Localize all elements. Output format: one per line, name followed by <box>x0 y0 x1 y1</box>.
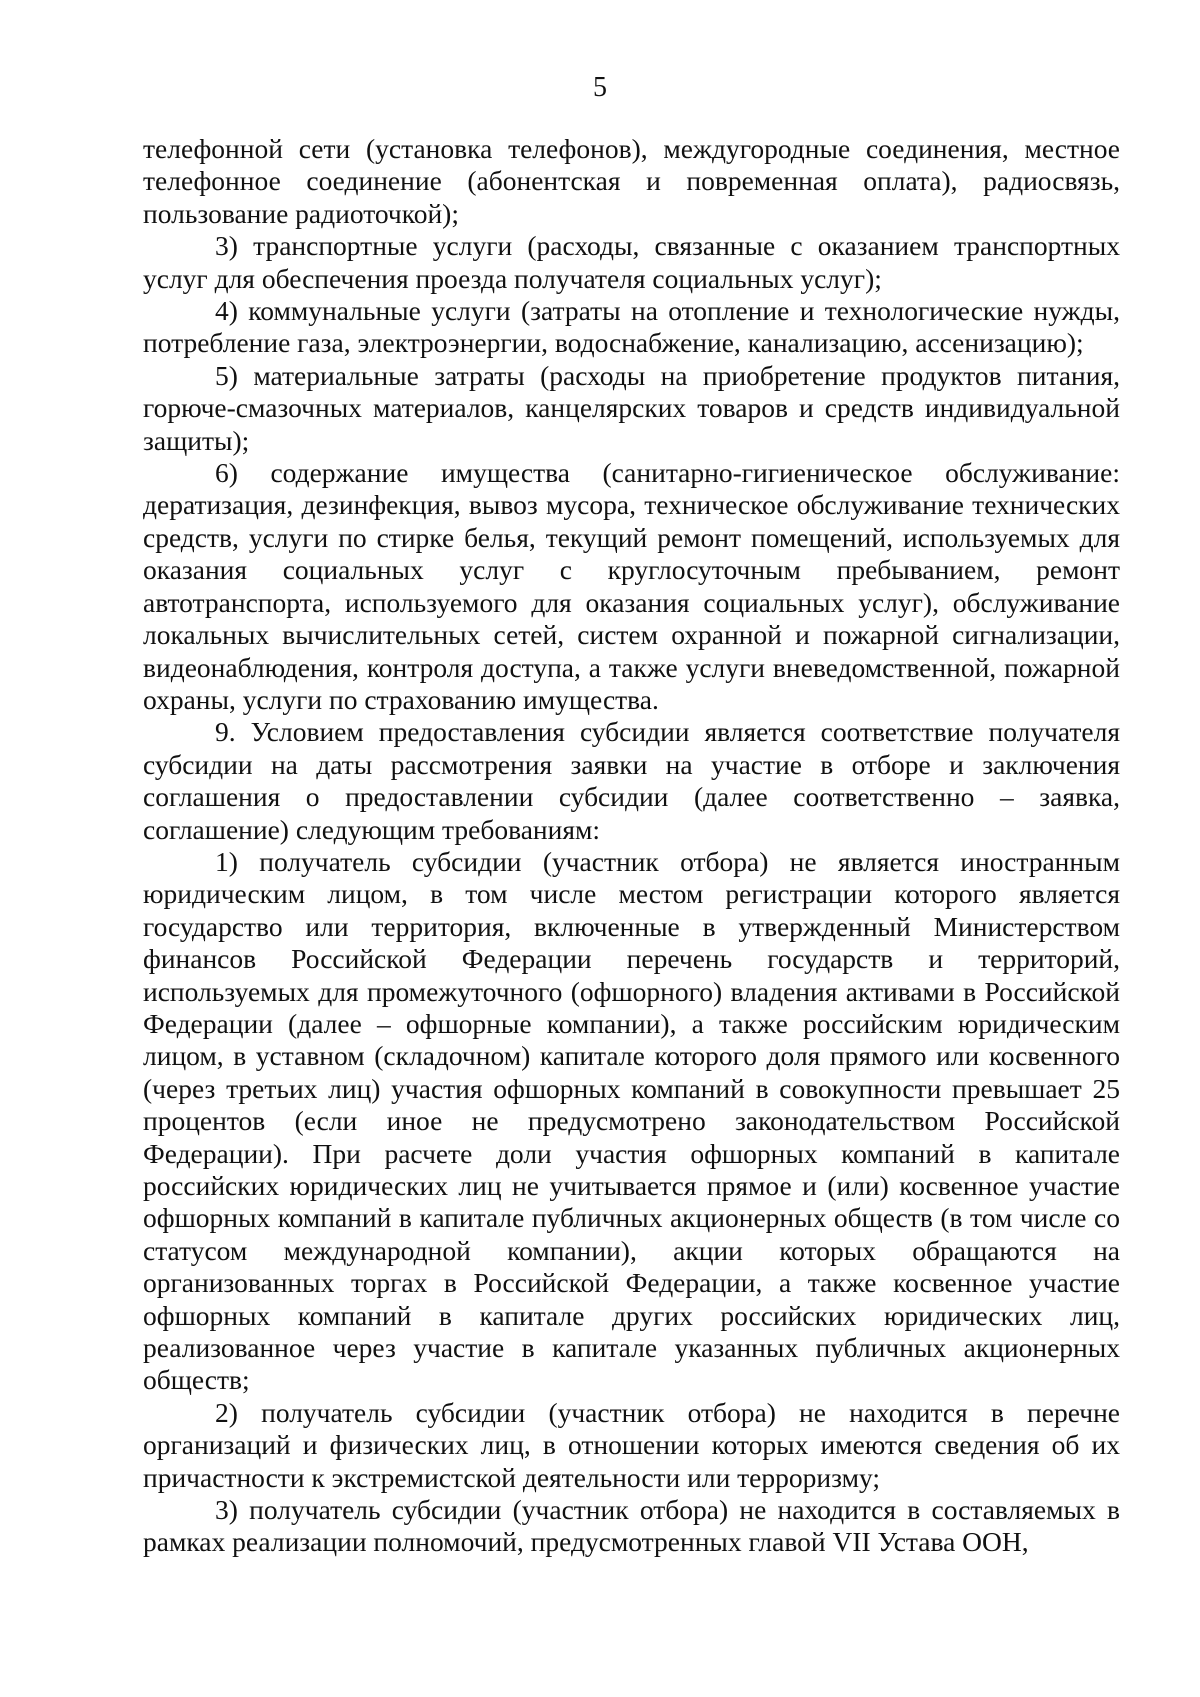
paragraph-property-maintenance: 6) содержание имущества (санитарно-гигиеническое обслуживание: дератизация, дезинфекция, вывоз мусора, техническое обслуживание технических средств, услуги по стирке белья, текущий ремонт помещений, используемых для оказания социальных услуг с круглосуточным пребыванием, ремонт автотранспорта, используемого для оказания социальных услуг), обслуживание локальных вычислительных сетей, систем охранной и пожарной сигнализации, видеонаблюдения, контроля доступа, а также услуги вневедомственной, пожарной охраны, услуги по страхованию имущества. <box>143 457 1120 715</box>
paragraph-utility-services: 4) коммунальные услуги (затраты на отопление и технологические нужды, потребление газа, электроэнергии, водоснабжение, канализацию, ассенизацию); <box>143 295 1120 359</box>
document-body <box>143 133 1120 1559</box>
paragraph-requirement-3: 3) получатель субсидии (участник отбора) не находится в составляемых в рамках реализации полномочий, предусмотренных главой VII Устава ООН, <box>143 1494 1120 1558</box>
page-number: 5 <box>593 72 607 103</box>
paragraph-communication-services: телефонной сети (установка телефонов), междугородные соединения, местное телефонное соединение (абонентская и повременная оплата), радиосвязь, пользование радиоточкой); <box>143 133 1120 229</box>
paragraph-requirement-2: 2) получатель субсидии (участник отбора) не находится в перечне организаций и физических лиц, в отношении которых имеются сведения об их причастности к экстремистской деятельности или терроризму; <box>143 1396 1120 1493</box>
paragraph-material-costs: 5) материальные затраты (расходы на приобретение продуктов питания, горюче-смазочных материалов, канцелярских товаров и средств индивидуальной защиты); <box>143 359 1120 456</box>
paragraph-requirement-1: 1) получатель субсидии (участник отбора) не является иностранным юридическим лицом, в том числе местом регистрации которого является государство или территория, включенные в утвержденный Министерством финансов Российской Федерации перечень государств и территорий, используемых для промежуточного (офшорного) владения активами в Российской Федерации (далее – офшорные компании), а также российским юридическим лицом, в уставном (складочном) капитале которого доля прямого или косвенного (через третьих лиц) участия офшорных компаний в совокупности превышает 25 процентов (если иное не предусмотрено законодательством Российской Федерации). При расчете доли участия офшорных компаний в капитале российских юридических лиц не учитывается прямое и (или) косвенное участие офшорных компаний в капитале публичных акционерных обществ (в том числе со статусом международной компании), акции которых обращаются на организованных торгах в Российской Федерации, а также косвенное участие офшорных компаний в капитале других российских юридических лиц, реализованное через участие в капитале указанных публичных акционерных обществ; <box>143 845 1120 1396</box>
paragraph-subsidy-conditions: 9. Условием предоставления субсидии является соответствие получателя субсидии на даты рассмотрения заявки на участие в отборе и заключения соглашения о предоставлении субсидии (далее соответственно – заявка, соглашение) следующим требованиям: <box>143 716 1120 845</box>
paragraph-transport-services: 3) транспортные услуги (расходы, связанные с оказанием транспортных услуг для обеспечения проезда получателя социальных услуг); <box>143 230 1120 294</box>
